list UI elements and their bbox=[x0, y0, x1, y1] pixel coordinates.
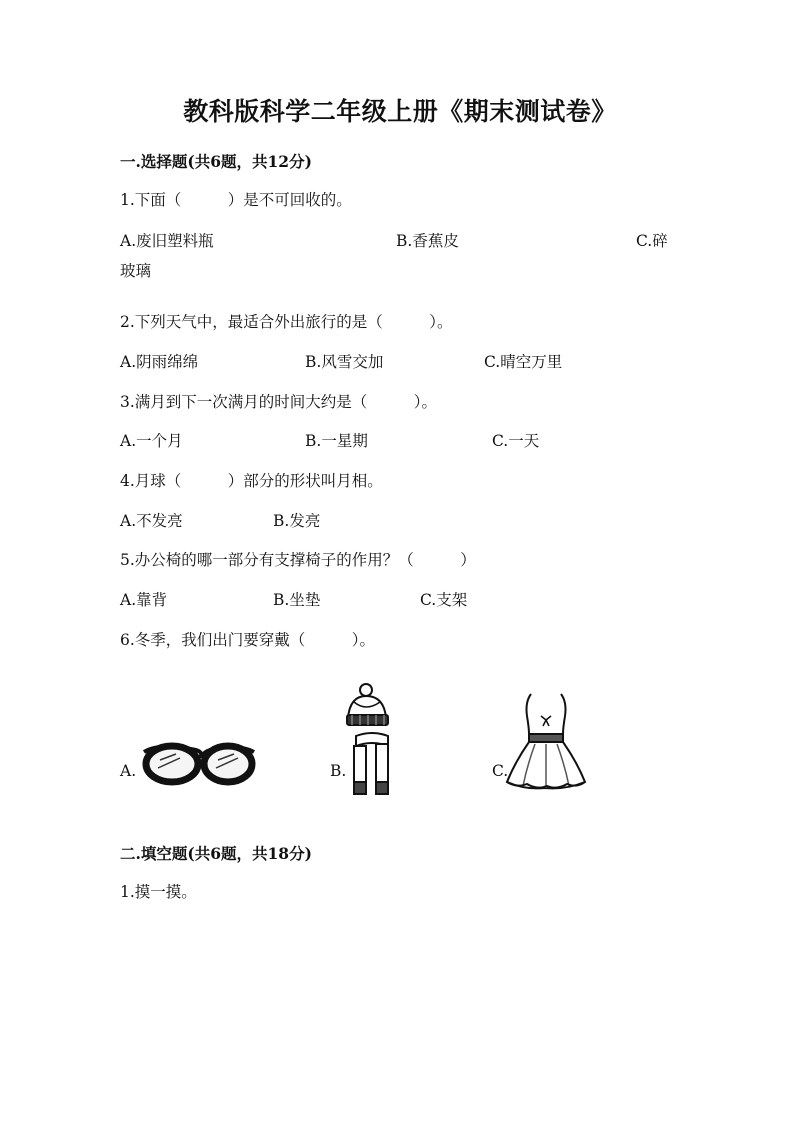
q1-option-c: C.碎 bbox=[636, 232, 668, 250]
question-6: 6.冬季，我们出门要穿戴（ ）。 bbox=[120, 631, 376, 649]
sleeveless-dress-icon bbox=[505, 692, 587, 794]
q5-option-c: C.支架 bbox=[420, 591, 468, 609]
q2-option-b: B.风雪交加 bbox=[305, 353, 384, 371]
q3-option-a: A.一个月 bbox=[120, 432, 183, 450]
question-3: 3.满月到下一次满月的时间大约是（ ）。 bbox=[120, 393, 438, 411]
q5-option-b: B.坐垫 bbox=[273, 591, 321, 609]
q5-option-a: A.靠背 bbox=[120, 591, 168, 609]
hat-and-scarf-icon bbox=[344, 682, 400, 798]
q1-option-c-continued: 玻璃 bbox=[120, 262, 152, 280]
q6-option-b: B. bbox=[330, 762, 347, 780]
question-2: 2.下列天气中，最适合外出旅行的是（ ）。 bbox=[120, 313, 453, 331]
q3-option-c: C.一天 bbox=[492, 432, 540, 450]
fill-question-1: 1.摸一摸。 bbox=[120, 883, 197, 901]
q4-option-a: A.不发亮 bbox=[120, 512, 183, 530]
page-title: 教科版科学二年级上册《期末测试卷》 bbox=[183, 97, 617, 126]
sunglasses-icon bbox=[140, 738, 258, 790]
question-1: 1.下面（ ）是不可回收的。 bbox=[120, 191, 352, 209]
q6-option-c: C. bbox=[492, 762, 509, 780]
section-heading-choice: 一.选择题(共6题，共12分) bbox=[120, 152, 312, 171]
q1-option-a: A.废旧塑料瓶 bbox=[120, 232, 214, 250]
q3-option-b: B.一星期 bbox=[305, 432, 368, 450]
q2-option-a: A.阴雨绵绵 bbox=[120, 353, 199, 371]
q6-option-a: A. bbox=[120, 762, 137, 780]
q1-option-b: B.香蕉皮 bbox=[396, 232, 459, 250]
question-4: 4.月球（ ）部分的形状叫月相。 bbox=[120, 472, 383, 490]
q2-option-c: C.晴空万里 bbox=[484, 353, 563, 371]
question-5: 5.办公椅的哪一部分有支撑椅子的作用？（ ） bbox=[120, 551, 476, 569]
section-heading-fill: 二.填空题(共6题，共18分) bbox=[120, 844, 312, 863]
q4-option-b: B.发亮 bbox=[273, 512, 321, 530]
